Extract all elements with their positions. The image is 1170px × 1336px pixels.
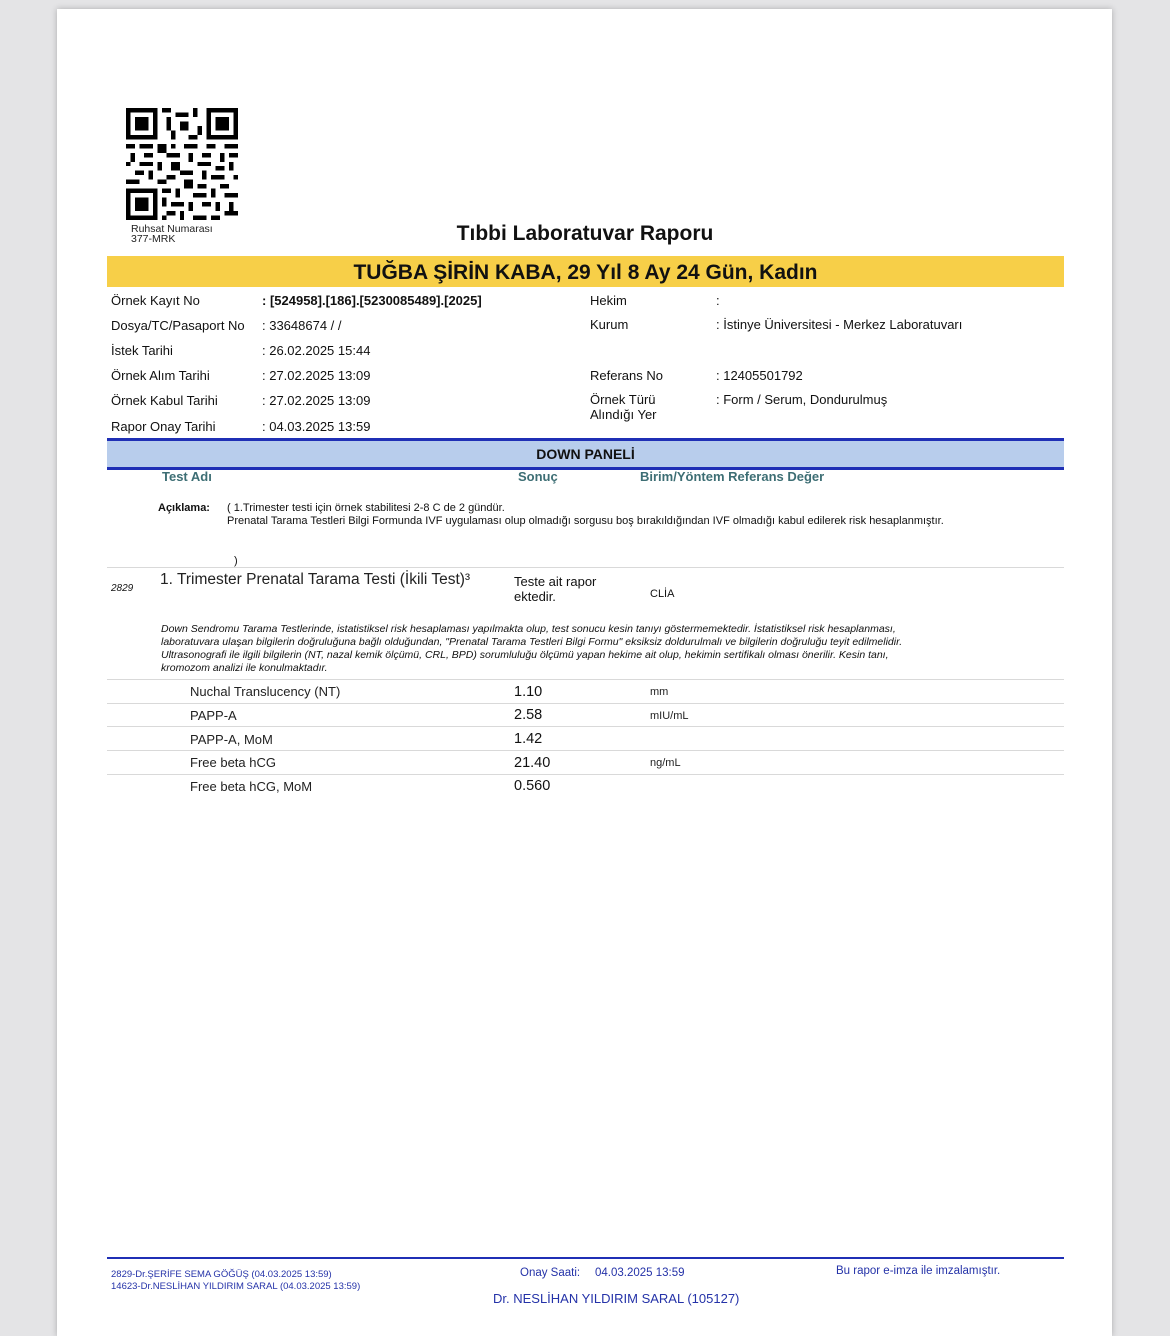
approval-label: Onay Saati: [520,1267,581,1279]
info-label: İstek Tarihi [111,343,173,358]
approving-doctor: Dr. NESLİHAN YILDIRIM SARAL (105127) [493,1291,740,1306]
divider [107,774,1064,775]
divider [107,679,1064,680]
result-name: PAPP-A [190,708,237,723]
signer-1: 2829-Dr.ŞERİFE SEMA GÖĞÜŞ (04.03.2025 13:59) [111,1269,332,1280]
disclaimer-line: kromozom analizi ile konulmaktadır. [161,662,328,674]
footer-divider [107,1257,1064,1259]
info-label: Örnek Kayıt No [111,293,200,308]
disclaimer-line: Down Sendromu Tarama Testlerinde, istatistiksel risk hesaplaması yapılmakta olup, test sonucu kesin tanıyı göstermemektedir. İstatistiksel risk hesaplanması, [161,623,896,635]
info-value: : [716,293,720,308]
info-label: Kurum [590,317,629,332]
result-value: 2.58 [514,707,543,723]
result-value: 1.10 [514,684,543,700]
result-name: Nuchal Translucency (NT) [190,684,341,699]
divider [107,726,1064,727]
aciklama-line: ( 1.Trimester testi için örnek stabilitesi 2-8 C de 2 gündür. [227,502,505,514]
result-unit: mIU/mL [650,710,689,722]
result-value: 0.560 [514,778,551,794]
info-label: Referans No [590,368,663,383]
test-method: CLİA [650,588,675,600]
info-value: : 26.02.2025 15:44 [262,343,371,358]
result-value: 1.42 [514,731,543,747]
license-value: 377-MRK [131,233,176,245]
panel-title: DOWN PANELİ [107,438,1064,470]
report-title: Tıbbi Laboratuvar Raporu [456,222,714,245]
info-label: Örnek Türü [590,392,656,407]
result-name: Free beta hCG, MoM [190,779,313,794]
info-value: : 33648674 / / [262,318,342,333]
aciklama-label: Açıklama: [158,502,210,514]
divider [107,703,1064,704]
info-label: Örnek Kabul Tarihi [111,393,218,408]
test-result: Teste ait rapor ektedir. [514,574,597,604]
disclaimer-line: laboratuvara ulaşan bilgilerin doğruluğuna bağlı olduğundan, "Prenatal Tarama Testleri Bilgi Formu" eksiksiz doldurulmalı ve bilgilerin doğruluğu teyit edilmelidir. [161,636,903,648]
info-label-2: Alındığı Yer [590,407,657,422]
result-unit: mm [650,686,669,698]
info-value: : 04.03.2025 13:59 [262,419,371,434]
test-disclaimer [161,623,1041,675]
result-value: 21.40 [514,755,551,771]
license-label: Ruhsat Numarası [131,223,213,235]
aciklama-line: Prenatal Tarama Testleri Bilgi Formunda IVF uygulaması olup olmadığı sorgusu boş bırakıldığından IVF olmadığı kabul edilerek risk hesaplanmıştır. [227,515,944,527]
col-header-result: Sonuç [518,469,558,484]
col-header-unit: Birim/Yöntem Referans Değer [640,469,825,484]
info-label: Rapor Onay Tarihi [111,419,216,434]
test-code: 2829 [111,583,134,594]
result-unit: ng/mL [650,757,681,769]
info-value: : 27.02.2025 13:09 [262,393,371,408]
info-value: : İstinye Üniversitesi - Merkez Laboratuvarı [716,317,963,332]
approval-time: 04.03.2025 13:59 [595,1267,685,1279]
result-name: Free beta hCG [190,755,276,770]
info-label: Dosya/TC/Pasaport No [111,318,245,333]
info-value: : Form / Serum, Dondurulmuş [716,392,888,407]
divider [107,750,1064,751]
qr-code-icon [126,108,238,220]
info-label: Hekim [590,293,627,308]
esign-note: Bu rapor e-imza ile imzalamıştır. [836,1265,1001,1277]
result-name: PAPP-A, MoM [190,732,273,747]
test-name: 1. Trimester Prenatal Tarama Testi (İkili Test)³ [160,571,471,588]
info-value: : 27.02.2025 13:09 [262,368,371,383]
aciklama-close: ) [234,555,238,567]
disclaimer-line: Ultrasonografi ile ilgili bilgilerin (NT, nazal kemik ölçümü, CRL, BPD) sorumluluğu ölçümü yapan hekime ait olup, hekimin sertifikalı olması önerilir. Kesin tanı, [161,649,889,661]
divider [107,567,1064,568]
info-value: : 12405501792 [716,368,803,383]
col-header-test: Test Adı [162,469,212,484]
info-value: : [524958].[186].[5230085489].[2025] [262,293,482,308]
info-label: Örnek Alım Tarihi [111,368,210,383]
signer-2: 14623-Dr.NESLİHAN YILDIRIM SARAL (04.03.2025 13:59) [111,1281,361,1292]
patient-banner: TUĞBA ŞİRİN KABA, 29 Yıl 8 Ay 24 Gün, Kadın [107,256,1064,287]
